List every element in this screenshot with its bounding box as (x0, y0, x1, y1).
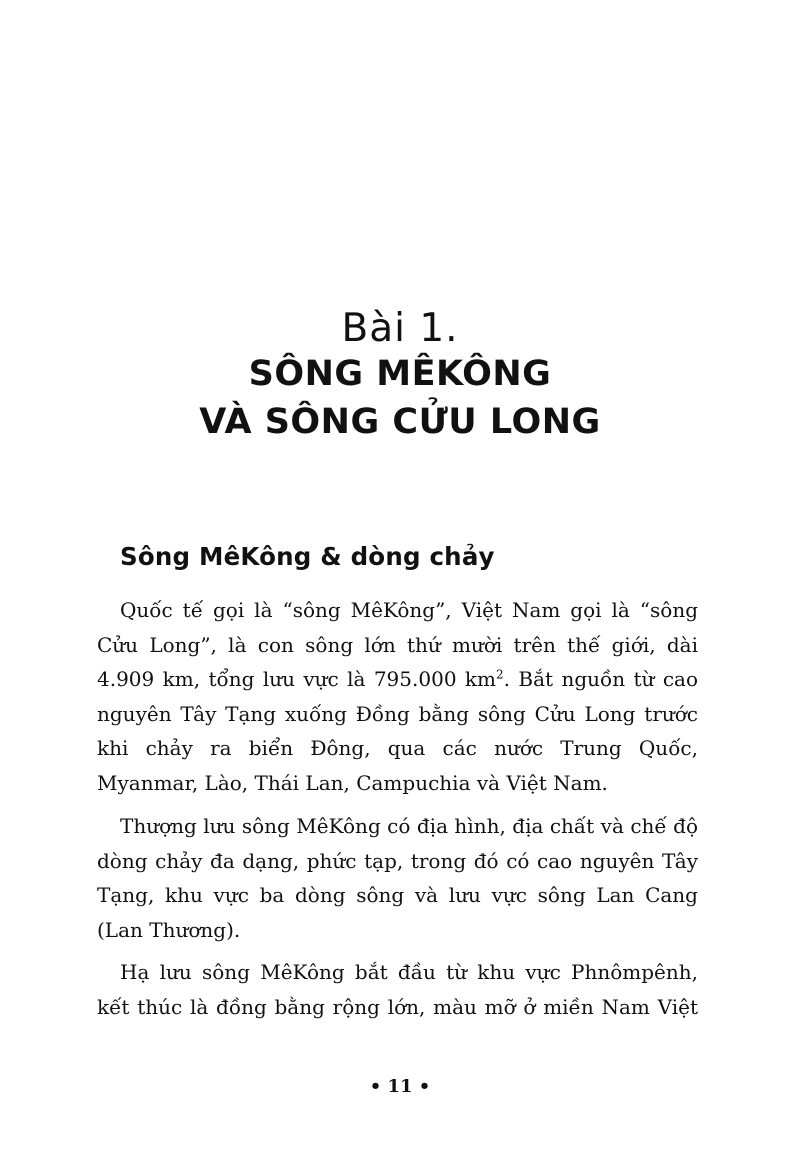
chapter-title-line-2: VÀ SÔNG CỬU LONG (199, 402, 601, 442)
chapter-title-line-1: SÔNG MÊKÔNG (248, 354, 552, 394)
paragraph-1-text-after: . Bắt nguồn từ cao nguyên Tây Tạng xuống Đồng bằng sông Cửu Long trước khi chảy ra biển Đông, qua các nước Trung Quốc, Myanmar, Lào, Thái Lan, Campuchia và Việt Nam. (97, 667, 698, 795)
paragraph-3-text: Hạ lưu sông MêKông bắt đầu từ khu vực Phnômpênh, kết thúc là đồng bằng rộng lớn, màu mỡ ở miền Nam Việt (97, 960, 698, 1019)
paragraph-1 (97, 593, 698, 800)
section-heading: Sông MêKông & dòng chảy (120, 542, 495, 571)
paragraph-1-text (97, 593, 698, 800)
paragraph-2-text: Thượng lưu sông MêKông có địa hình, địa chất và chế độ dòng chảy đa dạng, phức tạp, trong đó có cao nguyên Tây Tạng, khu vực ba dòng sông và lưu vực sông Lan Cang (Lan Thương). (97, 814, 698, 942)
paragraph-3 (97, 955, 698, 1024)
superscript-2: 2 (496, 667, 504, 682)
chapter-number: Bài 1. (341, 306, 459, 351)
page-number: • 11 • (369, 1076, 431, 1097)
paragraph-1-text-before: Quốc tế gọi là “sông MêKông”, Việt Nam gọi là “sông Cửu Long”, là con sông lớn thứ mười trên thế giới, dài 4.909 km, tổng lưu vực là 795.000 km (97, 598, 698, 691)
paragraph-2 (97, 809, 698, 947)
